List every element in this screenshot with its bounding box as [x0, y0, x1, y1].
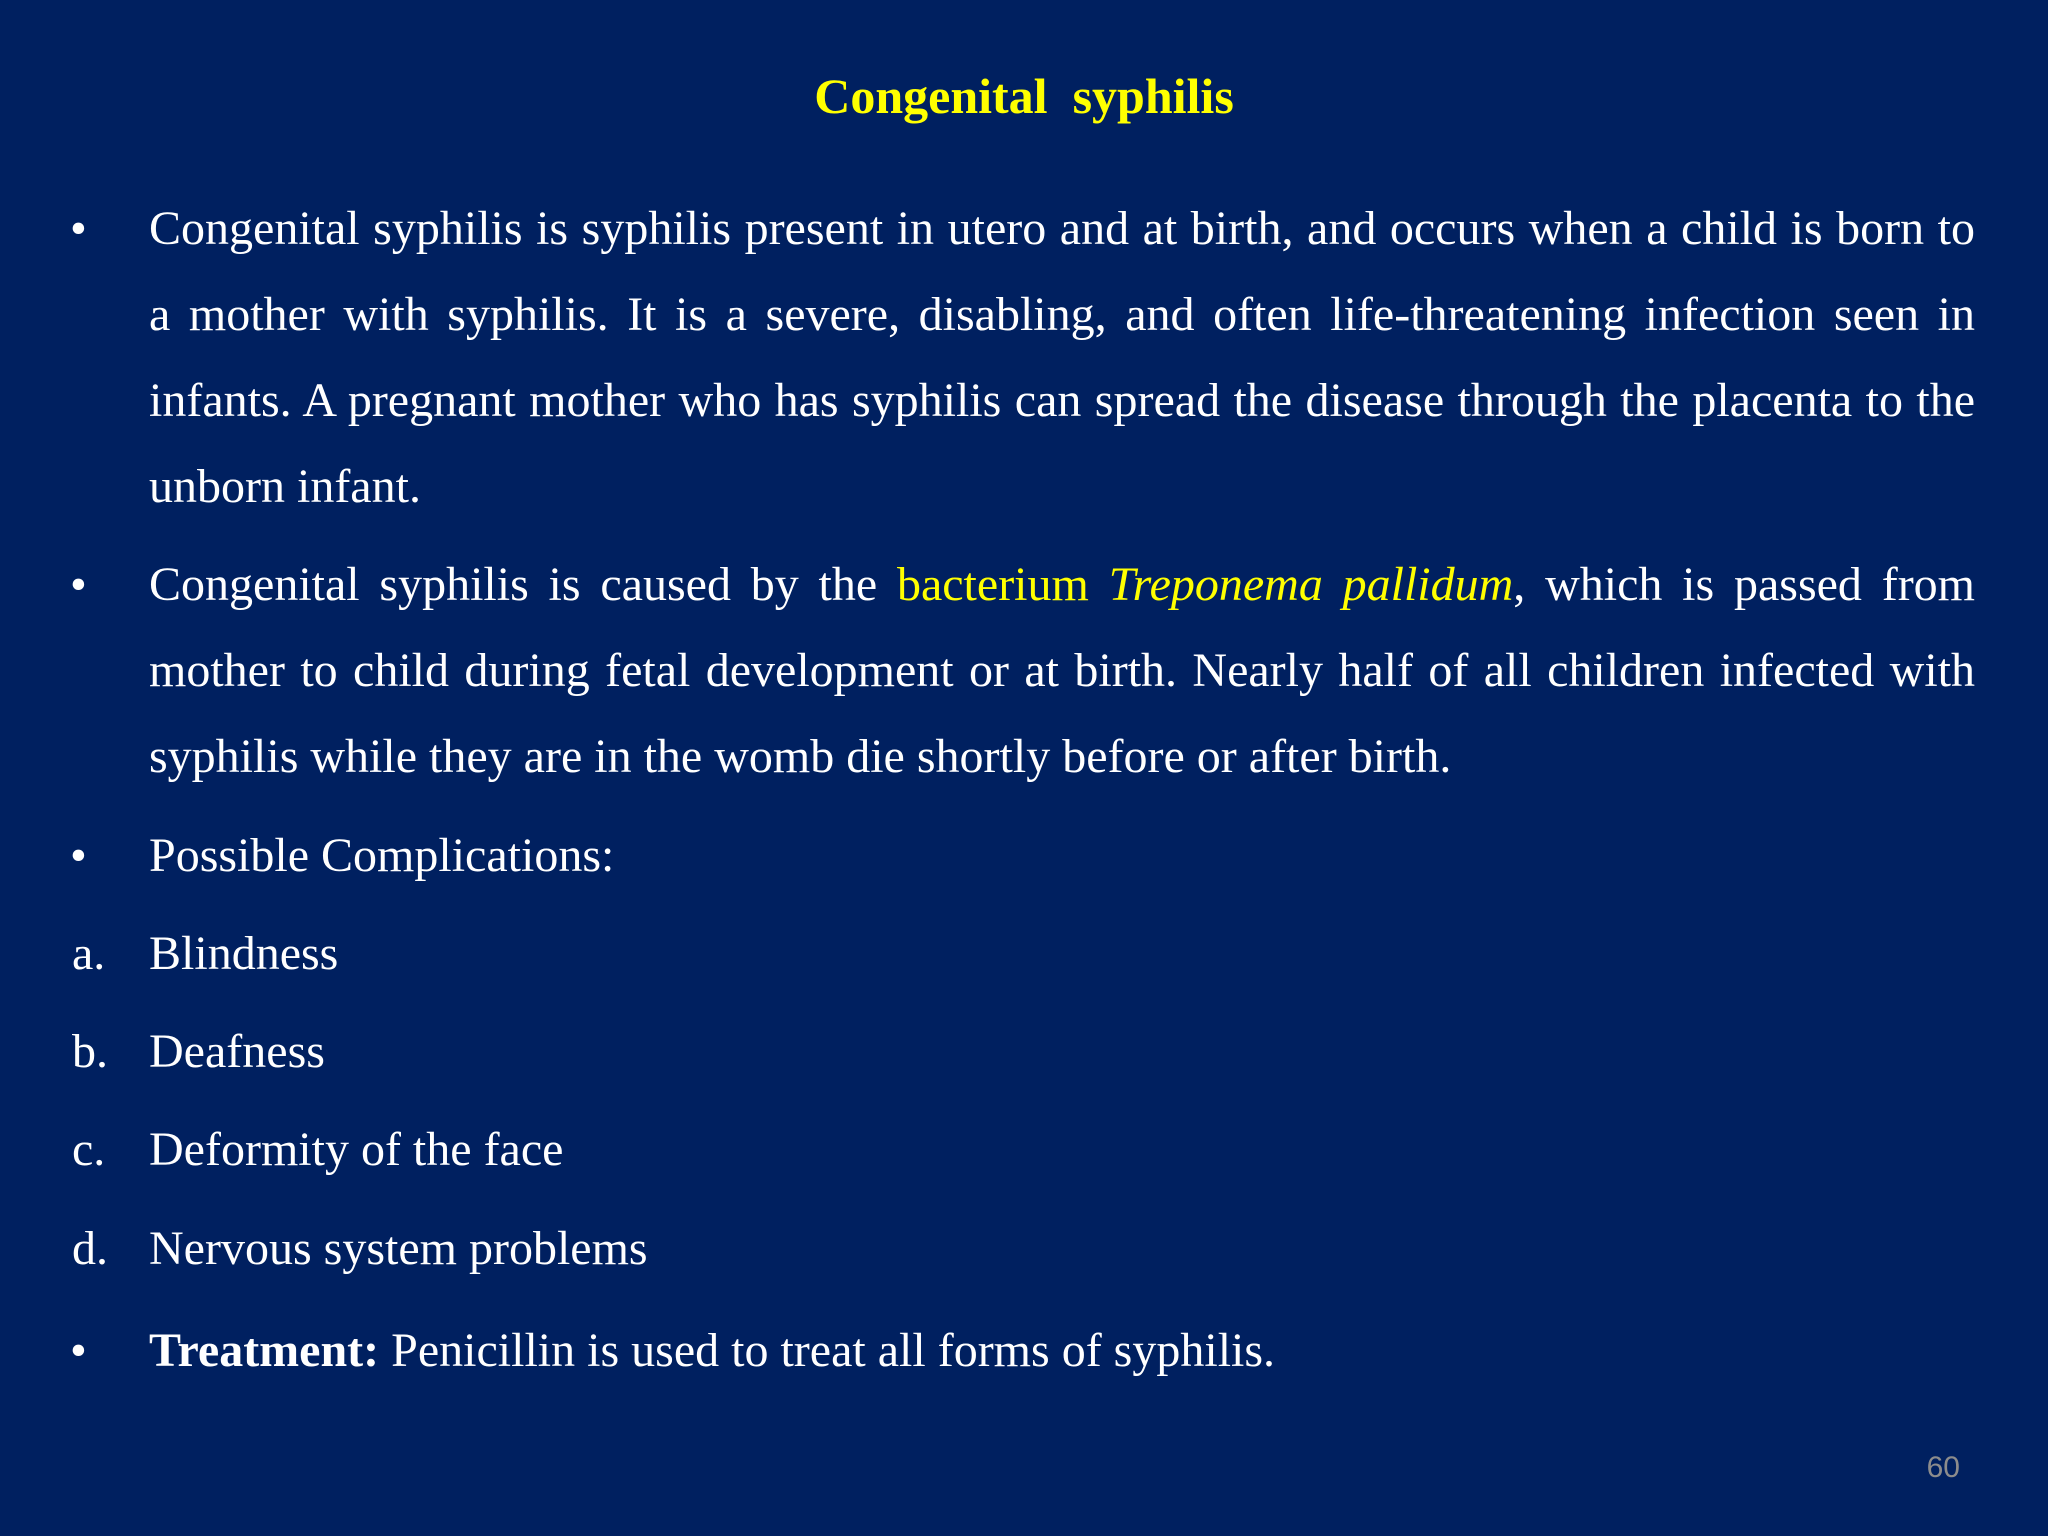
complication-marker: c.: [72, 1123, 106, 1176]
complication-text: Deformity of the face: [149, 1123, 564, 1176]
bacterium-highlight: bacterium: [896, 558, 1109, 611]
cause-text-start: Congenital syphilis is caused by the: [149, 558, 897, 611]
treatment-label: Treatment:: [149, 1324, 380, 1377]
bullet-marker: •: [70, 202, 87, 255]
complication-text: Deafness: [149, 1025, 325, 1078]
species-name-highlight: Treponema pallidum: [1108, 558, 1514, 611]
bullet-marker: •: [70, 1324, 87, 1377]
complication-text: Nervous system problems: [149, 1222, 648, 1275]
treatment-text: Penicillin is used to treat all forms of syphilis.: [379, 1324, 1276, 1377]
complication-text: Blindness: [149, 927, 339, 980]
bullet-marker: •: [70, 829, 87, 882]
bullet-text-complications: Possible Complications:: [149, 829, 615, 882]
page-number: 60: [1926, 1451, 1960, 1484]
complication-marker: b.: [72, 1025, 108, 1078]
complication-marker: a.: [72, 927, 106, 980]
bullet-text-cause: [149, 542, 1975, 800]
complication-marker: d.: [72, 1222, 108, 1275]
cause-text-end: , which is passed from mother to child during fetal development or at birth. Nearly half of all children infected with syphilis while they are in the womb die shortly before or after birth.: [149, 558, 1976, 783]
bullet-marker: •: [70, 558, 87, 611]
bullet-text-definition: Congenital syphilis is syphilis present in utero and at birth, and occurs when a child is born to a mother with syphilis. It is a severe, disabling, and often life-threatening infection seen in infants. A pregnant mother who has syphilis can spread the disease through the placenta to the unborn infant.: [149, 202, 1975, 513]
bullet-text-treatment: [149, 1308, 1975, 1394]
slide-title: Congenital syphilis: [814, 68, 1234, 124]
